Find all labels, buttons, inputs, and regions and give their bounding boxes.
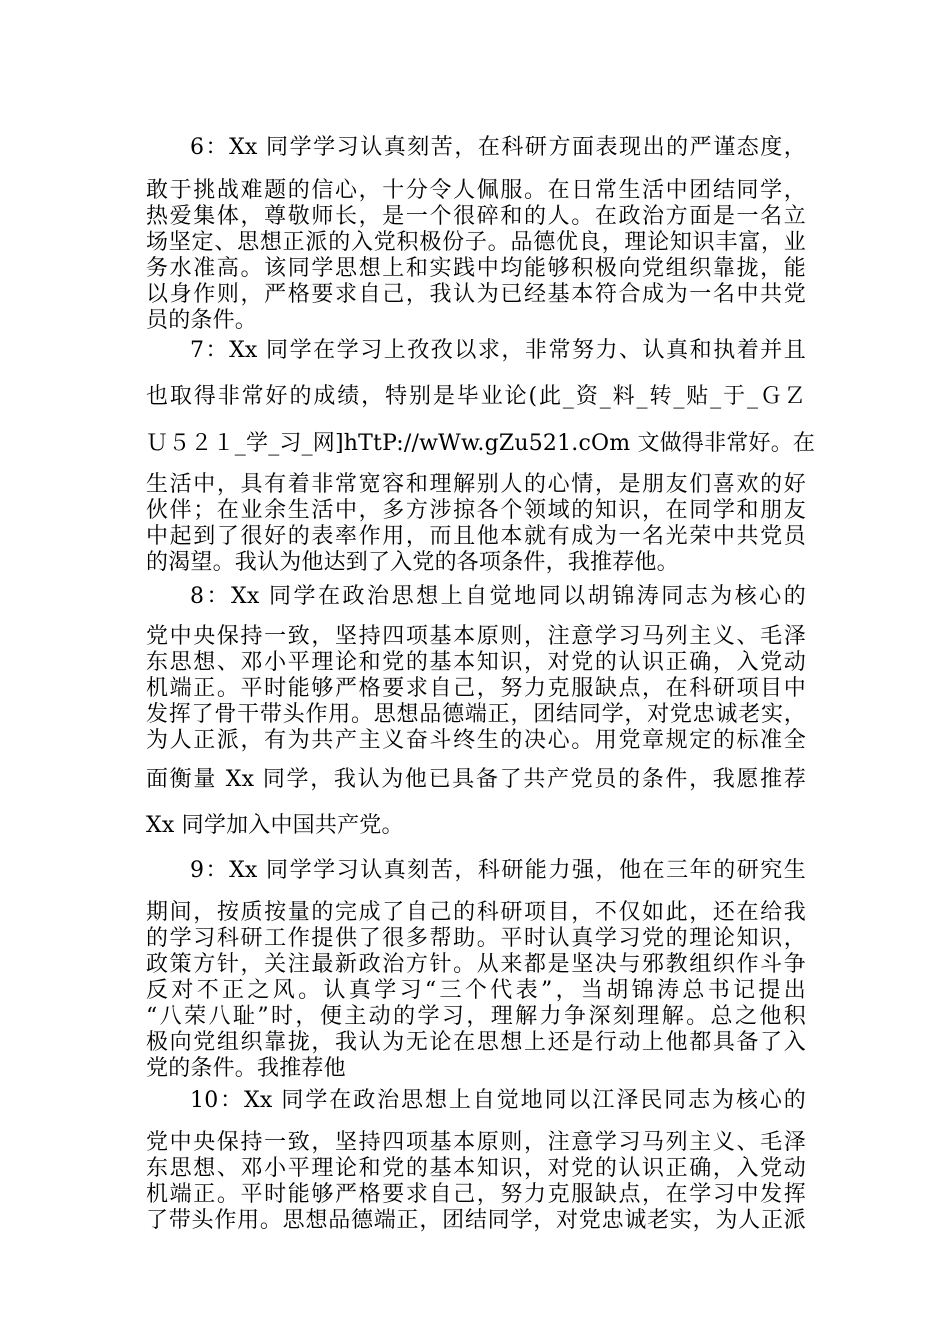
paragraph-8-line-8: Xx 同学加入中国共产党。: [146, 813, 404, 838]
paragraph-7-line-2: 也取得非常好的成绩，特别是毕业论(此_资_料_转_贴_于_ＧＺ: [146, 384, 806, 409]
paragraph-9-line-6: “八荣八耻”时，便主动的学习，理解力争深刻理解。总之他积: [146, 1004, 806, 1029]
paragraph-8-line-1: 8：Xx 同学在政治思想上自觉地同以胡锦涛同志为核心的: [190, 584, 806, 609]
paragraph-6-line-3: 热爱集体，尊敬师长，是一个很碎和的人。在政治方面是一名立: [146, 204, 806, 229]
paragraph-9-line-2: 期间，按质按量的完成了自己的科研项目，不仅如此，还在给我: [146, 900, 806, 925]
paragraph-9-line-1: 9：Xx 同学学习认真刻苦，科研能力强，他在三年的研究生: [190, 858, 806, 883]
paragraph-6-line-4: 场坚定、思想正派的入党积极份子。品德优良，理论知识丰富，业: [146, 230, 806, 255]
paragraph-10-line-5: 了带头作用。思想品德端正，团结同学，对党忠诚老实，为人正派: [146, 1208, 806, 1233]
paragraph-10-line-1: 10：Xx 同学在政治思想上自觉地同以江泽民同志为核心的: [190, 1088, 806, 1113]
paragraph-9-line-5: 反对不正之风。认真学习“三个代表”，当胡锦涛总书记提出: [146, 978, 806, 1003]
paragraph-8-line-2: 党中央保持一致，坚持四项基本原则，注意学习马列主义、毛泽: [146, 624, 806, 649]
paragraph-10-line-3: 东思想、邓小平理论和党的基本知识，对党的认识正确，入党动: [146, 1156, 806, 1181]
paragraph-7-line-6: 中起到了很好的表率作用，而且他本就有成为一名光荣中共党员: [146, 524, 806, 549]
paragraph-8-line-4: 机端正。平时能够严格要求自己，努力克服缺点，在科研项目中: [146, 676, 806, 701]
paragraph-9-line-3: 的学习科研工作提供了很多帮助。平时认真学习党的理论知识，: [146, 926, 806, 951]
paragraph-9-line-8: 党的条件。我推荐他: [146, 1056, 346, 1081]
paragraph-6-line-7: 员的条件。: [146, 308, 258, 333]
paragraph-6-line-5: 务水准高。该同学思想上和实践中均能够积极向党组织靠拢，能: [146, 256, 806, 281]
paragraph-6-line-6: 以身作则，严格要求自己，我认为已经基本符合成为一名中共党: [146, 282, 806, 307]
paragraph-10-line-4: 机端正。平时能够严格要求自己，努力克服缺点，在学习中发挥: [146, 1182, 806, 1207]
paragraph-7-line-7: 的渴望。我认为他达到了入党的各项条件，我推荐他。: [146, 550, 679, 575]
paragraph-7-line-4: 生活中，具有着非常宽容和理解别人的心情，是朋友们喜欢的好: [146, 472, 806, 497]
paragraph-8-line-3: 东思想、邓小平理论和党的基本知识，对党的认识正确，入党动: [146, 650, 806, 675]
paragraph-6-line-1: 6：Xx 同学学习认真刻苦，在科研方面表现出的严谨态度，: [190, 135, 806, 160]
paragraph-9-line-4: 政策方针，关注最新政治方针。从来都是坚决与邪教组织作斗争: [146, 952, 806, 977]
paragraph-7-line-1: 7：Xx 同学在学习上孜孜以求，非常努力、认真和执着并且: [190, 338, 806, 363]
paragraph-8-line-6: 为人正派，有为共产主义奋斗终生的决心。用党章规定的标准全: [146, 728, 806, 753]
paragraph-8-line-7: 面衡量 Xx 同学，我认为他已具备了共产党员的条件，我愿推荐: [146, 767, 806, 792]
paragraph-6-line-2: 敢于挑战难题的信心，十分令人佩服。在日常生活中团结同学，: [146, 178, 806, 203]
paragraph-10-line-2: 党中央保持一致，坚持四项基本原则，注意学习马列主义、毛泽: [146, 1130, 806, 1155]
paragraph-9-line-7: 极向党组织靠拢，我认为无论在思想上还是行动上他都具备了入: [146, 1030, 806, 1055]
paragraph-7-line-5: 伙伴；在业余生活中，多方涉掠各个领域的知识，在同学和朋友: [146, 498, 806, 523]
paragraph-7-line-3: Ｕ５２１_学_习_网]hTtP://wWw.gZu521.cOm 文做得非常好。在: [146, 431, 816, 456]
paragraph-8-line-5: 发挥了骨干带头作用。思想品德端正，团结同学，对党忠诚老实，: [146, 702, 806, 727]
